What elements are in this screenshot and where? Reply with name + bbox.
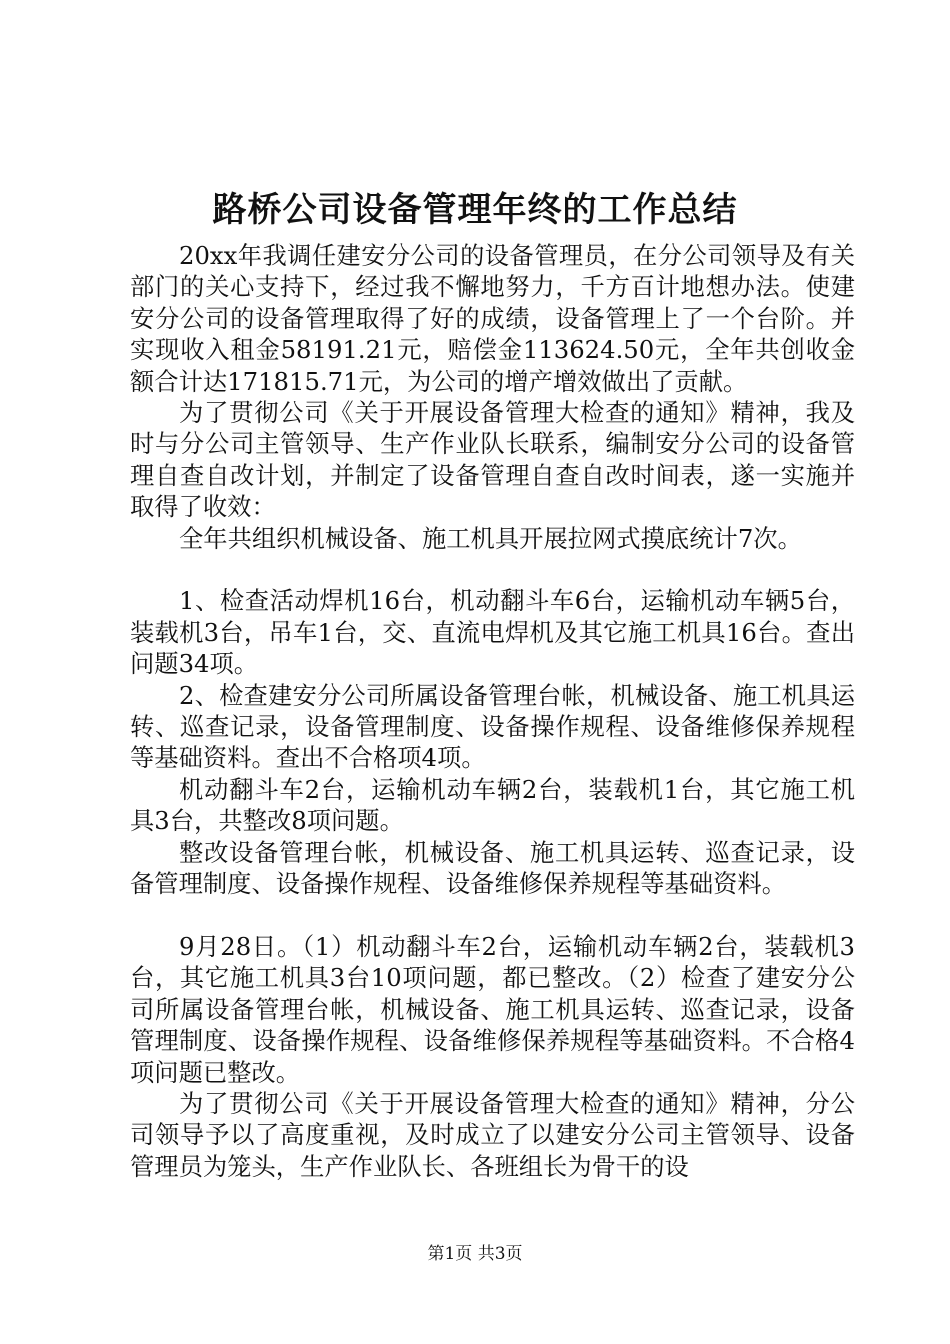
paragraph-item-2: 2、检查建安分公司所属设备管理台帐，机械设备、施工机具运转、巡查记录，设备管理制度、设备操作规程、设备维修保养规程等基础资料。查出不合格项4项。 xyxy=(130,680,855,773)
paragraph-rectify-vehicles: 机动翻斗车2台，运输机动车辆2台，装载机1台，其它施工机具3台，共整改8项问题。 xyxy=(130,774,855,836)
document-title: 路桥公司设备管理年终的工作总结 xyxy=(212,190,738,230)
paragraph-rectify-records: 整改设备管理台帐，机械设备、施工机具运转、巡查记录，设备管理制度、设备操作规程、设备维修保养规程等基础资料。 xyxy=(130,837,855,899)
page-footer: 第1页 共3页 xyxy=(427,1244,523,1264)
paragraph-leadership: 为了贯彻公司《关于开展设备管理大检查的通知》精神，分公司领导予以了高度重视，及时成立了以建安分公司主管领导、设备管理员为笼头，生产作业队长、各班组长为骨干的设 xyxy=(130,1088,855,1181)
paragraph-item-1: 1、检查活动焊机16台，机动翻斗车6台，运输机动车辆5台，装载机3台，吊车1台，交、直流电焊机及其它施工机具16台。查出问题34项。 xyxy=(130,586,855,679)
paragraph-spacer xyxy=(130,900,855,931)
paragraph-statistics: 全年共组织机械设备、施工机具开展拉网式摸底统计7次。 xyxy=(179,523,802,553)
paragraph-intro: 20xx年我调任建安分公司的设备管理员，在分公司领导及有关部门的关心支持下，经过我不懈地努力，千方百计地想办法。使建安分公司的设备管理取得了好的成绩，设备管理上了一个台阶。并实现收入租金58191.21元，赔偿金113624.50元，全年共创收金额合计达171815.71元，为公司的增产增效做出了贡献。 xyxy=(130,241,855,396)
paragraph-spacer xyxy=(130,554,855,585)
paragraph-sept-28: 9月28日。（1）机动翻斗车2台，运输机动车辆2台，装载机3台，其它施工机具3台10项问题，都已整改。（2）检查了建安分公司所属设备管理台帐，机械设备、施工机具运转、巡查记录，设备管理制度、设备操作规程、设备维修保养规程等基础资料。不合格4项问题已整改。 xyxy=(130,931,855,1087)
paragraph-notice: 为了贯彻公司《关于开展设备管理大检查的通知》精神，我及时与分公司主管领导、生产作业队长联系，编制安分公司的设备管理自查自改计划，并制定了设备管理自查自改时间表，遂一实施并取得了收效： xyxy=(130,398,855,522)
document-body xyxy=(130,240,855,1182)
